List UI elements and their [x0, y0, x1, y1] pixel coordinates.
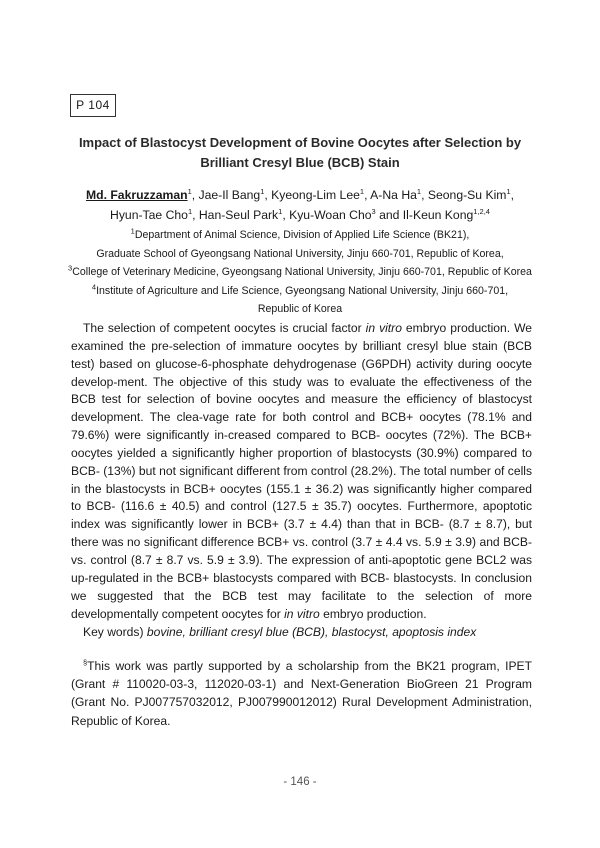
- section-mark: §: [83, 657, 88, 667]
- author-line-1: Md. Fakruzzaman$^1$, Jae-Il Bang$^1$, Kyeong-Lim Lee$^1$, A-Na Ha$^1$, Seong-Su Kim$^1$,: [85, 186, 514, 202]
- abstract-text: embryo production.: [319, 606, 427, 621]
- paper-title: [60, 133, 540, 173]
- abstract-text: embryo production. We examined the pre-selection of immature oocytes by brilliant cresyl blue stain (BCB test) based on glucose-6-phosphate dehydrogenase (G6PDH) activity during oocyte develop-ment. The objective of this study was to evaluate the effectiveness of the BCB test for selection of bovine oocytes and measure the efficiency of blastocyst development. The clea-vage rate for both control and BCB+ oocytes (78.1% and 79.6%) were significantly in-creased compared to BCB- oocytes (72%). The BCB+ oocytes yielded a significantly higher proportion of blastocysts (30.9%) compared to BCB- (13%) but not significant different from control (28.2%). The total number of cells in the blastocysts in BCB+ oocytes (155.1 ± 36.2) was significantly higher compared to BCB- (116.6 ± 40.5) and control (127.5 ± 35.7) oocytes. Furthermore, apoptotic index was significantly lower in BCB+ (3.7 ± 4.4) than that in BCB- (8.7 ± 8.7), but there was no significant difference BCB+ vs. control (3.7 ± 4.4 vs. 5.9 ± 3.9) and BCB- vs. control (8.7 ± 8.7 vs. 5.9 ± 3.9). The expression of anti-apoptotic gene BCL2 was up-regulated in the BCB+ blastocysts compared with BCB- blastocysts. In conclusion we suggested that the BCB test may facilitate to the selection of more developmentally competent oocytes for: [71, 321, 532, 621]
- title-line-2: Brilliant Cresyl Blue (BCB) Stain: [200, 155, 400, 170]
- affiliation-text: Institute of Agriculture and Life Science, Gyeongsang National University, Jinju 660-701,: [96, 284, 509, 297]
- affil-mark: 1,2,4: [473, 206, 490, 216]
- abstract-italic: in vitro: [284, 606, 320, 621]
- keywords-label: Key words): [83, 625, 144, 639]
- keywords: [83, 623, 543, 641]
- author: , A-Na Ha: [364, 188, 417, 202]
- poster-number-box: [70, 94, 116, 117]
- author: , Kyu-Woan Cho: [282, 207, 372, 222]
- affiliation-text: College of Veterinary Medicine, Gyeongsang National University, Jinju 660-701, Republic of Korea: [72, 266, 532, 279]
- funding-text: This work was partly supported by a scholarship from the BK21 program, IPET (Grant # 110020-03-3, 112020-03-1) and Next-Generation BioGreen 21 Program (Grant No. PJ007757032012, PJ007990012012) Rural Development Administration, Republic of Korea.: [71, 659, 532, 728]
- author: Hyun-Tae Cho: [110, 207, 188, 222]
- presenting-author: Md. Fakruzzaman: [85, 188, 188, 202]
- affil-mark: 1: [187, 186, 192, 196]
- title-line-1: Impact of Blastocyst Development of Bovine Oocytes after Selection by: [78, 135, 522, 150]
- poster-number: P 104: [76, 98, 110, 112]
- author: , Kyeong-Lim Lee: [264, 188, 360, 202]
- abstract-text: The selection of competent oocytes is crucial factor: [83, 321, 366, 335]
- keywords-text: bovine, brilliant cresyl blue (BCB), blastocyst, apoptosis index: [146, 625, 477, 639]
- funding-note: [71, 657, 532, 730]
- affil-mark: 1: [359, 186, 365, 196]
- affil-mark: 1: [187, 206, 193, 216]
- affiliation-4: [40, 282, 560, 301]
- affil-mark: 1: [416, 186, 422, 196]
- affil-mark: 3: [371, 206, 376, 216]
- author: and Il-Keun Kong: [375, 207, 474, 222]
- affiliation-3: [40, 263, 560, 282]
- affiliation-text: Department of Animal Science, Division of Applied Life Science (BK21),: [134, 229, 470, 241]
- author-list: [60, 186, 540, 225]
- page-number: - 146 -: [283, 776, 317, 788]
- author: , Han-Seul Park: [192, 207, 279, 222]
- affil-mark: 3: [68, 263, 73, 273]
- author: , Jae-Il Bang: [191, 188, 261, 202]
- affil-mark: 1: [506, 186, 511, 196]
- abstract-italic: in vitro: [365, 321, 402, 335]
- author-line-2: [60, 206, 540, 226]
- affiliation-4-cont: Republic of Korea: [257, 303, 343, 316]
- affil-mark: 4: [91, 282, 97, 292]
- abstract-body: [71, 320, 532, 623]
- affiliations: [40, 226, 560, 319]
- affiliation-1: [40, 226, 560, 245]
- affiliation-1-cont: Graduate School of Gyeongsang National University, Jinju 660-701, Republic of Korea,: [96, 247, 504, 260]
- affil-mark: 1: [130, 226, 135, 236]
- affil-mark: 1: [260, 186, 265, 196]
- affil-mark: 1: [278, 206, 283, 216]
- author: , Seong-Su Kim: [421, 188, 507, 202]
